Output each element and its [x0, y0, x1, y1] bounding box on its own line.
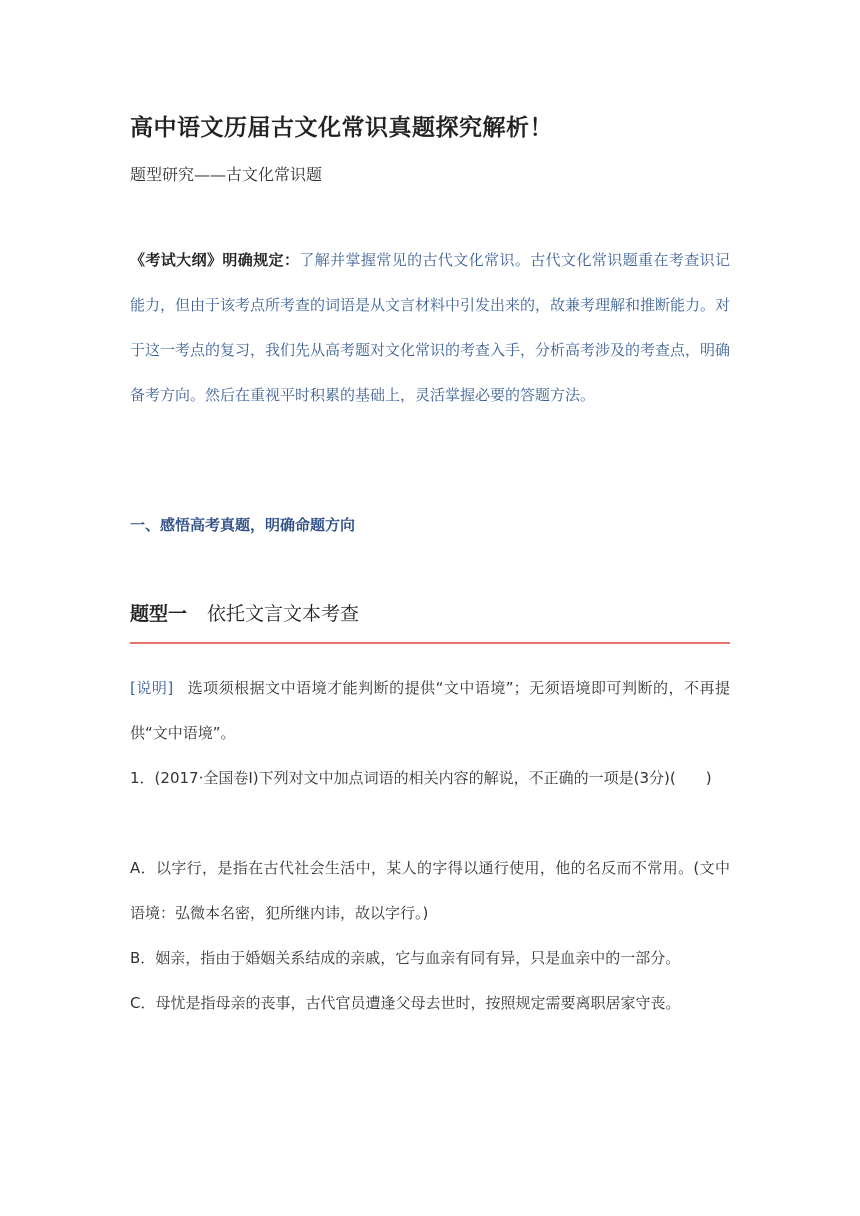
question-1-stem: 1．(2017·全国卷Ⅰ)下列对文中加点词语的相关内容的解说，不正确的一项是(3分)( ) [130, 769, 712, 787]
syllabus-lead: 《考试大纲》明确规定： [130, 251, 300, 269]
question-type-name: 依托文言文本考查 [207, 603, 360, 625]
question-type-label: 题型一 [130, 603, 188, 625]
syllabus-paragraph [130, 238, 730, 418]
syllabus-text: 了解并掌握常见的古代文化常识。古代文化常识题重在考查识记能力，但由于该考点所考查的词语是从文言材料中引发出来的，故兼考理解和推断能力。对于这一考点的复习，我们先从高考题对文化常识的考查入手，分析高考涉及的考查点，明确备考方向。然后在重视平时积累的基础上，灵活掌握必要的答题方法。 [130, 251, 731, 404]
option-c: C．母忧是指母亲的丧事，古代官员遭逢父母去世时，按照规定需要离职居家守丧。 [130, 994, 681, 1012]
page-subtitle: 题型研究——古文化常识题 [130, 165, 323, 184]
note-tag: [说明] [130, 679, 174, 697]
note-paragraph [130, 666, 730, 756]
note-text: 选项须根据文中语境才能判断的提供“文中语境”；无须语境即可判断的，不再提供“文中语境”。 [130, 679, 730, 742]
question-type-divider [130, 642, 730, 644]
option-a: A．以字行，是指在古代社会生活中，某人的字得以通行使用，他的名反而不常用。(文中语境：弘微本名密，犯所继内讳，故以字行。) [130, 859, 730, 922]
option-b: B．姻亲，指由于婚姻关系结成的亲戚，它与血亲有同有异，只是血亲中的一部分。 [130, 949, 681, 967]
question-type-heading [130, 600, 730, 628]
page-title: 高中语文历届古文化常识真题探究解析！ [130, 115, 553, 141]
section-heading: 一、感悟高考真题，明确命题方向 [130, 516, 356, 534]
